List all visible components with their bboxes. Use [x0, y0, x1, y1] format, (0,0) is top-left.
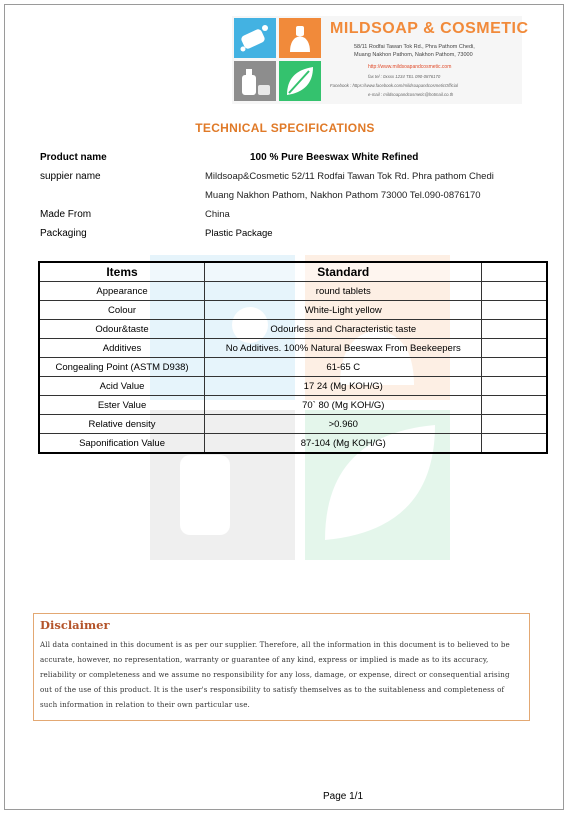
spec-standard-cell: 61-65 C — [205, 358, 482, 377]
table-row — [39, 320, 547, 339]
table-row — [39, 377, 547, 396]
product-name-value: 100 % Pure Beeswax White Refined — [250, 152, 419, 163]
spec-blank-cell — [482, 396, 547, 415]
spec-standard-cell: round tablets — [205, 282, 482, 301]
spec-blank-cell — [482, 320, 547, 339]
spec-blank-cell — [482, 339, 547, 358]
company-website-link[interactable]: http://www.mildsoapandcosmetic.com — [368, 64, 452, 70]
document-title: TECHNICAL SPECIFICATIONS — [195, 121, 375, 135]
product-name-label: Product name — [40, 152, 107, 163]
made-from-label: Made From — [40, 209, 92, 220]
table-row — [39, 282, 547, 301]
spec-blank-cell — [482, 301, 547, 320]
company-contact: fax tel : 0xxxx 1234 TEL 090-0876170 — [368, 74, 441, 79]
spec-standard-cell: White-Light yellow — [205, 301, 482, 320]
spec-blank-cell — [482, 434, 547, 454]
disclaimer-text: All data contained in this document is as per our supplier. Therefore, all the information in this document is to believed to be accurate, however, no representation, warranty or guarantee of any kind, express or implied is made as to its accuracy, reliability or completeness and we assume no responsibility for any loss, damage, or expense, direct or consequential arising out of the use of this product. It is the user's responsibility to satisfy themselves as to the suitableness and completeness of such information in relation to their own particular use. — [40, 640, 510, 710]
column-header-items: Items — [39, 262, 205, 282]
company-address-line1: 58/11 Rodfai Tawan Tok Rd., Phra Pathom Chedi, — [354, 44, 475, 50]
company-header — [232, 16, 529, 104]
supplier-name-line2: Muang Nakhon Pathom, Nakhon Pathom 73000 Tel.090-0876170 — [205, 190, 481, 201]
column-header-blank — [482, 262, 547, 282]
company-address-line2: Muang Nakhon Pathom, Nakhon Pathom, 73000 — [354, 52, 473, 58]
table-row — [39, 434, 547, 454]
spec-item-cell: Saponification Value — [39, 434, 205, 454]
table-row — [39, 396, 547, 415]
spec-blank-cell — [482, 282, 547, 301]
spec-standard-cell: >0.960 — [205, 415, 482, 434]
spec-blank-cell — [482, 377, 547, 396]
spec-item-cell: Appearance — [39, 282, 205, 301]
supplier-name-label: suppier name — [40, 171, 101, 182]
column-header-standard: Standard — [205, 262, 482, 282]
spec-item-cell: Relative density — [39, 415, 205, 434]
spec-standard-cell: Odourless and Characteristic taste — [205, 320, 482, 339]
spec-blank-cell — [482, 415, 547, 434]
spec-item-cell: Ester Value — [39, 396, 205, 415]
table-header-row — [39, 262, 547, 282]
spec-item-cell: Colour — [39, 301, 205, 320]
page-number: Page 1/1 — [322, 791, 364, 802]
spec-standard-cell: 87-104 (Mg KOH/G) — [205, 434, 482, 454]
bottles-tile-icon — [234, 61, 276, 101]
soap-bars-tile-icon — [234, 18, 276, 58]
specifications-table — [38, 261, 548, 454]
disclaimer-box — [33, 613, 530, 721]
table-row — [39, 301, 547, 320]
spec-standard-cell: 70` 80 (Mg KOH/G) — [205, 396, 482, 415]
leaf-tile-icon — [279, 61, 321, 101]
disclaimer-title: Disclaimer — [40, 618, 110, 632]
spec-standard-cell: No Additives. 100% Natural Beeswax From Beekeepers — [205, 339, 482, 358]
spec-standard-cell: 17 24 (Mg KOH/G) — [205, 377, 482, 396]
spec-blank-cell — [482, 358, 547, 377]
supplier-name-line1: Mildsoap&Cosmetic 52/11 Rodfai Tawan Tok Rd. Phra pathom Chedi — [205, 171, 494, 182]
spec-item-cell: Acid Value — [39, 377, 205, 396]
table-row — [39, 415, 547, 434]
spec-item-cell: Additives — [39, 339, 205, 358]
table-row — [39, 339, 547, 358]
packaging-value: Plastic Package — [205, 228, 273, 239]
packaging-label: Packaging — [40, 228, 87, 239]
spec-item-cell: Odour&taste — [39, 320, 205, 339]
company-email[interactable]: e-mail : mildsoapandcosmetic@hotmail.co.th — [368, 92, 454, 97]
spec-item-cell: Congealing Point (ASTM D938) — [39, 358, 205, 377]
table-row — [39, 358, 547, 377]
made-from-value: China — [205, 209, 230, 220]
brand-name: MILDSOAP & COSMETIC — [330, 20, 529, 37]
company-facebook[interactable]: Facebook : https://www.facebook.com/mildsoapandcosmeticOfficial — [330, 83, 459, 88]
lotion-jar-tile-icon — [279, 18, 321, 58]
